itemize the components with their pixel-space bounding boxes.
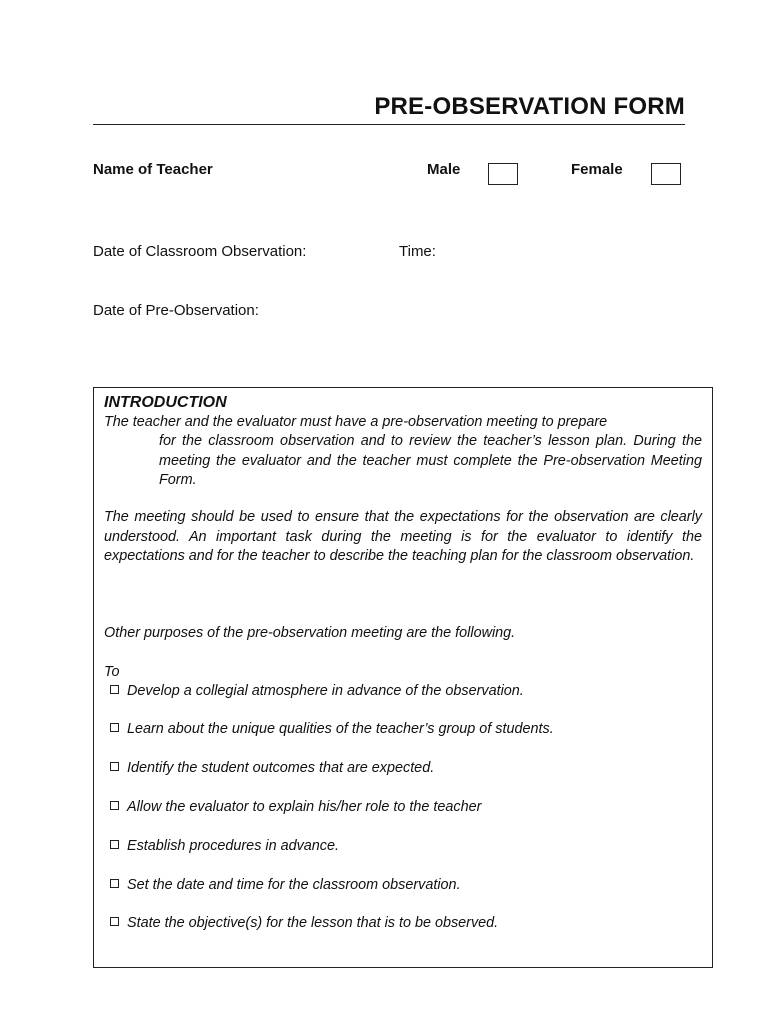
classroom-observation-date-label: Date of Classroom Observation: [93,243,307,260]
introduction-heading: INTRODUCTION [104,394,227,411]
list-item: State the objective(s) for the lesson that is to be observed. [110,915,498,931]
checkbox-bullet-icon [110,917,119,926]
checkbox-bullet-icon [110,801,119,810]
checkbox-bullet-icon [110,762,119,771]
pre-observation-date-label: Date of Pre-Observation: [93,302,259,319]
checkbox-bullet-icon [110,840,119,849]
form-title: PRE-OBSERVATION FORM [374,93,685,120]
teacher-name-label: Name of Teacher [93,161,213,178]
title-divider [93,124,685,125]
intro-paragraph-1-indented: for the classroom observation and to review the teacher’s lesson plan. During the meeting the evaluator and the teacher must complete the Pre-observation Meeting Form. [159,433,702,489]
list-item: Allow the evaluator to explain his/her role to the teacher [110,799,481,815]
list-item: Establish procedures in advance. [110,838,339,854]
intro-to-label: To [104,664,120,680]
female-checkbox[interactable] [651,163,681,185]
checkbox-bullet-icon [110,879,119,888]
list-item: Set the date and time for the classroom observation. [110,877,461,893]
intro-paragraph-2: The meeting should be used to ensure that the expectations for the observation are clearly understood. An important task during the meeting is for the evaluator to identify the expectations and for the teacher to describe the teaching plan for the classroom observation. [104,509,702,565]
checkbox-bullet-icon [110,685,119,694]
time-label: Time: [399,243,436,260]
checkbox-bullet-icon [110,723,119,732]
list-item: Identify the student outcomes that are expected. [110,760,434,776]
male-checkbox[interactable] [488,163,518,185]
intro-paragraph-1-first-line: The teacher and the evaluator must have a pre-observation meeting to prepare [104,414,608,430]
list-item: Learn about the unique qualities of the teacher’s group of students. [110,721,554,737]
intro-paragraph-3: Other purposes of the pre-observation meeting are the following. [104,625,516,641]
male-label: Male [427,161,461,178]
female-label: Female [571,161,623,178]
list-item: Develop a collegial atmosphere in advance of the observation. [110,683,524,699]
